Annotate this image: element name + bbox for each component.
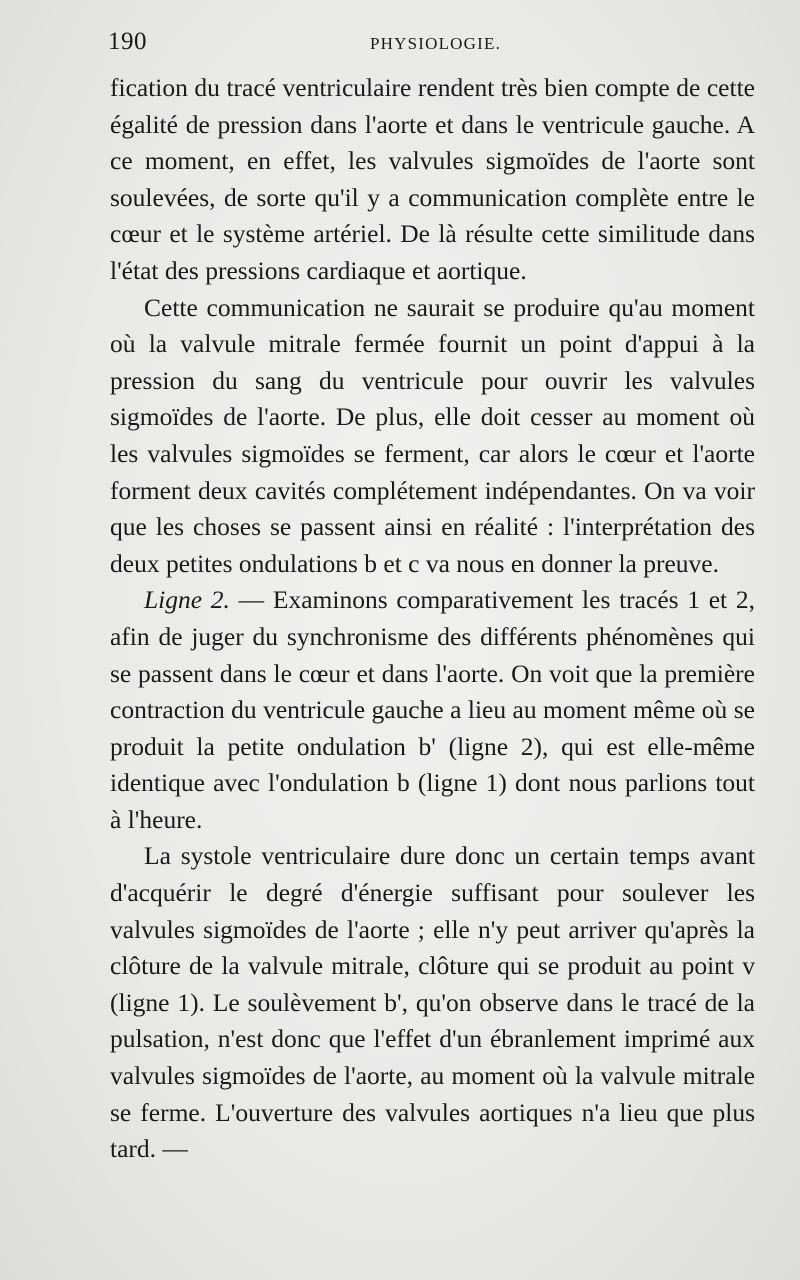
paragraph-ligne-2-text: — Examinons comparativement les tracés 1 et 2, afin de juger du synchronisme des différents phénomènes qui se passent dans le cœur et dans l'aorte. On voit que la première contraction du ventricule gauche a lieu au moment même où se produit la petite ondulation b' (ligne 2), qui est elle-même identique avec l'ondulation b (ligne 1) dont nous parlions tout à l'heure.	[110, 585, 755, 834]
paragraph-ligne-2	[110, 582, 755, 838]
paragraph-continuation: fication du tracé ventriculaire rendent très bien compte de cette égalité de pression dans l'aorte et dans le ventricule gauche. A ce moment, en effet, les valvules sigmoïdes de l'aorte sont soulevées, de sorte qu'il y a communication complète entre le cœur et le système artériel. De là résulte cette similitude dans l'état des pressions cardiaque et aortique.	[110, 73, 755, 285]
paragraph-systole: La systole ventriculaire dure donc un certain temps avant d'acquérir le degré d'énergie suffisant pour soulever les valvules sigmoïdes de l'aorte ; elle n'y peut arriver qu'après la clôture de la valvule mitrale, clôture qui se produit au point v (ligne 1). Le soulèvement b', qu'on observe dans le tracé de la pulsation, n'est donc que l'effet d'un ébranlement imprimé aux valvules sigmoïdes de l'aorte, au moment où la valvule mitrale se ferme. L'ouverture des valvules aortiques n'a lieu que plus tard. —	[110, 841, 755, 1164]
body-text	[110, 70, 755, 1168]
page-header	[108, 28, 738, 64]
paragraph-communication: Cette communication ne saurait se produire qu'au moment où la valvule mitrale fermée fournit un point d'appui à la pression du sang du ventricule pour ouvrir les valvules sigmoïdes de l'aorte. De plus, elle doit cesser au moment où les valvules sigmoïdes se ferment, car alors le cœur et l'aorte forment deux cavités complétement indépendantes. On va voir que les choses se passent ainsi en réalité : l'interprétation des deux petites ondulations b et c va nous en donner la preuve.	[110, 292, 755, 578]
page-number: 190	[108, 28, 147, 55]
paragraph-lead-label: Ligne 2.	[144, 585, 230, 615]
running-head: PHYSIOLOGIE.	[370, 34, 502, 53]
